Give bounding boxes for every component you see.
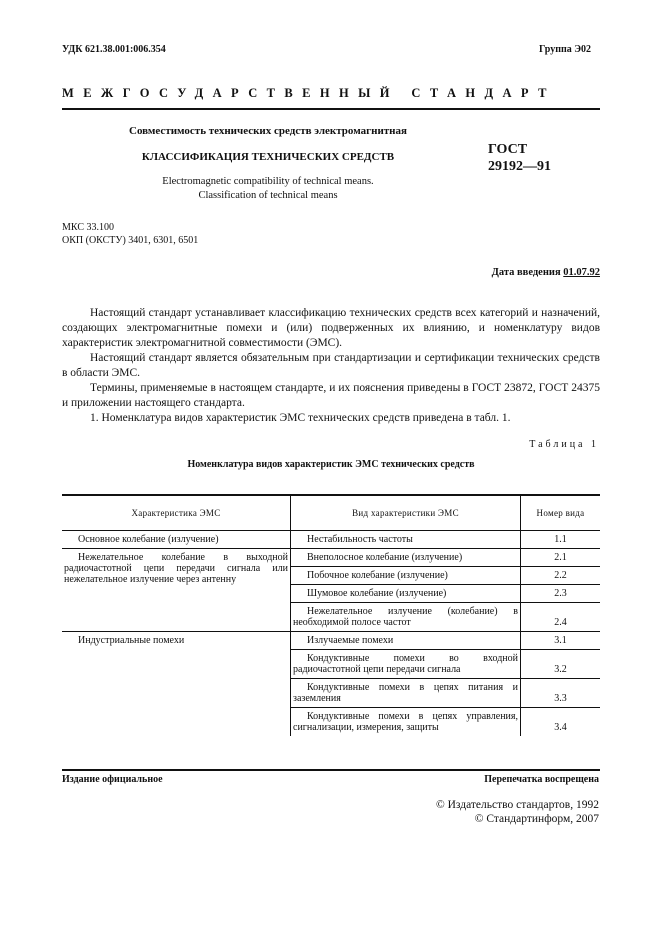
number-cell: 1.1 (554, 534, 567, 545)
gost-designation (488, 141, 551, 175)
characteristic-cell: Основное колебание (излучение) (78, 534, 219, 545)
paragraph: 1. Номенклатура видов характеристик ЭМС технических средств приведена в табл. 1. (90, 412, 511, 424)
kind-cell: Побочное колебание (излучение) (291, 567, 521, 585)
number-cell: 3.2 (521, 650, 601, 679)
effective-date-label: Дата введения (491, 267, 561, 278)
number-cell: 2.1 (521, 549, 601, 567)
reprint-prohibited-label: Перепечатка воспрещена (484, 774, 599, 785)
footer-divider (62, 769, 600, 771)
column-header-number: Номер вида (521, 495, 601, 531)
kind-cell: Нестабильность частоты (291, 531, 521, 549)
kind-cell: Шумовое колебание (излучение) (291, 585, 521, 603)
gost-number: 29192—91 (488, 159, 551, 174)
kind-cell: Внеполосное колебание (излучение) (291, 549, 521, 567)
paragraph: Термины, применяемые в настоящем стандарте, и их пояснения приведены в ГОСТ 23872, ГОСТ 24375 и приложении настоящего стандарта. (62, 382, 600, 409)
gost-label: ГОСТ (488, 142, 528, 157)
kind-cell: Излучаемые помехи (291, 632, 521, 650)
copyright-block (436, 798, 599, 826)
number-cell: 3.1 (521, 632, 601, 650)
effective-date (492, 267, 600, 278)
number-cell: 2.4 (521, 603, 601, 632)
english-title (62, 175, 474, 203)
paragraph: Настоящий стандарт устанавливает классификацию технических средств всех категорий и назначений, создающих электромагнитные помехи и (или) подверженных их влиянию, и номенклатуру видов характеристик электромагнитной совместимости (ЭМС). (62, 307, 600, 349)
number-cell: 2.3 (521, 585, 601, 603)
english-title-line2: Classification of technical means (198, 190, 338, 201)
classification-codes (62, 222, 198, 247)
copyright-line2: © Стандартинформ, 2007 (474, 813, 599, 825)
number-cell: 3.4 (521, 708, 601, 737)
table-row (62, 531, 600, 549)
column-header-characteristic: Характеристика ЭМС (62, 495, 291, 531)
group-code: Группа Э02 (539, 44, 591, 55)
kind-cell: Кондуктивные помехи во входной радиочастотной цепи передачи сигнала (291, 650, 521, 679)
characteristic-cell: Индустриальные помехи (62, 632, 291, 737)
table-number: Таблица 1 (529, 439, 599, 450)
udk-code: УДК 621.38.001:006.354 (62, 44, 166, 55)
table-row (62, 549, 600, 567)
number-cell: 3.3 (521, 679, 601, 708)
standard-subtitle: Совместимость технических средств электромагнитная (129, 125, 407, 137)
okp-code: ОКП (ОКСТУ) 3401, 6301, 6501 (62, 234, 199, 246)
column-header-kind: Вид характеристики ЭМС (291, 495, 521, 531)
paragraph: Настоящий стандарт является обязательным при стандартизации и сертификации технических средств в области ЭМС. (62, 352, 600, 379)
interstate-standard-heading: МЕЖГОСУДАРСТВЕННЫЙ СТАНДАРТ (62, 86, 556, 100)
table-header-row (62, 495, 600, 531)
table-row (62, 632, 600, 650)
kind-cell: Кондуктивные помехи в цепях управления, сигнализации, измерения, защиты (291, 708, 521, 737)
characteristic-cell: Нежелательное колебание в выходной радиочастотной цепи передачи сигнала или нежелательное излучение через антенну (62, 549, 291, 632)
standard-title: КЛАССИФИКАЦИЯ ТЕХНИЧЕСКИХ СРЕДСТВ (141, 151, 395, 163)
table-title: Номенклатура видов характеристик ЭМС технических средств (187, 459, 475, 470)
copyright-line1: © Издательство стандартов, 1992 (435, 799, 599, 811)
english-title-line1: Electromagnetic compatibility of technical means. (162, 176, 374, 187)
number-cell: 2.2 (521, 567, 601, 585)
kind-cell: Кондуктивные помехи в цепях питания и заземления (291, 679, 521, 708)
mks-code: МКС 33.100 (62, 222, 114, 233)
kind-cell: Нежелательное излучение (колебание) в необходимой полосе частот (291, 603, 521, 632)
effective-date-value: 01.07.92 (563, 267, 600, 278)
official-edition-label: Издание официальное (62, 774, 163, 785)
emc-nomenclature-table (62, 494, 600, 736)
intro-text (62, 306, 600, 426)
header-divider (62, 108, 600, 110)
